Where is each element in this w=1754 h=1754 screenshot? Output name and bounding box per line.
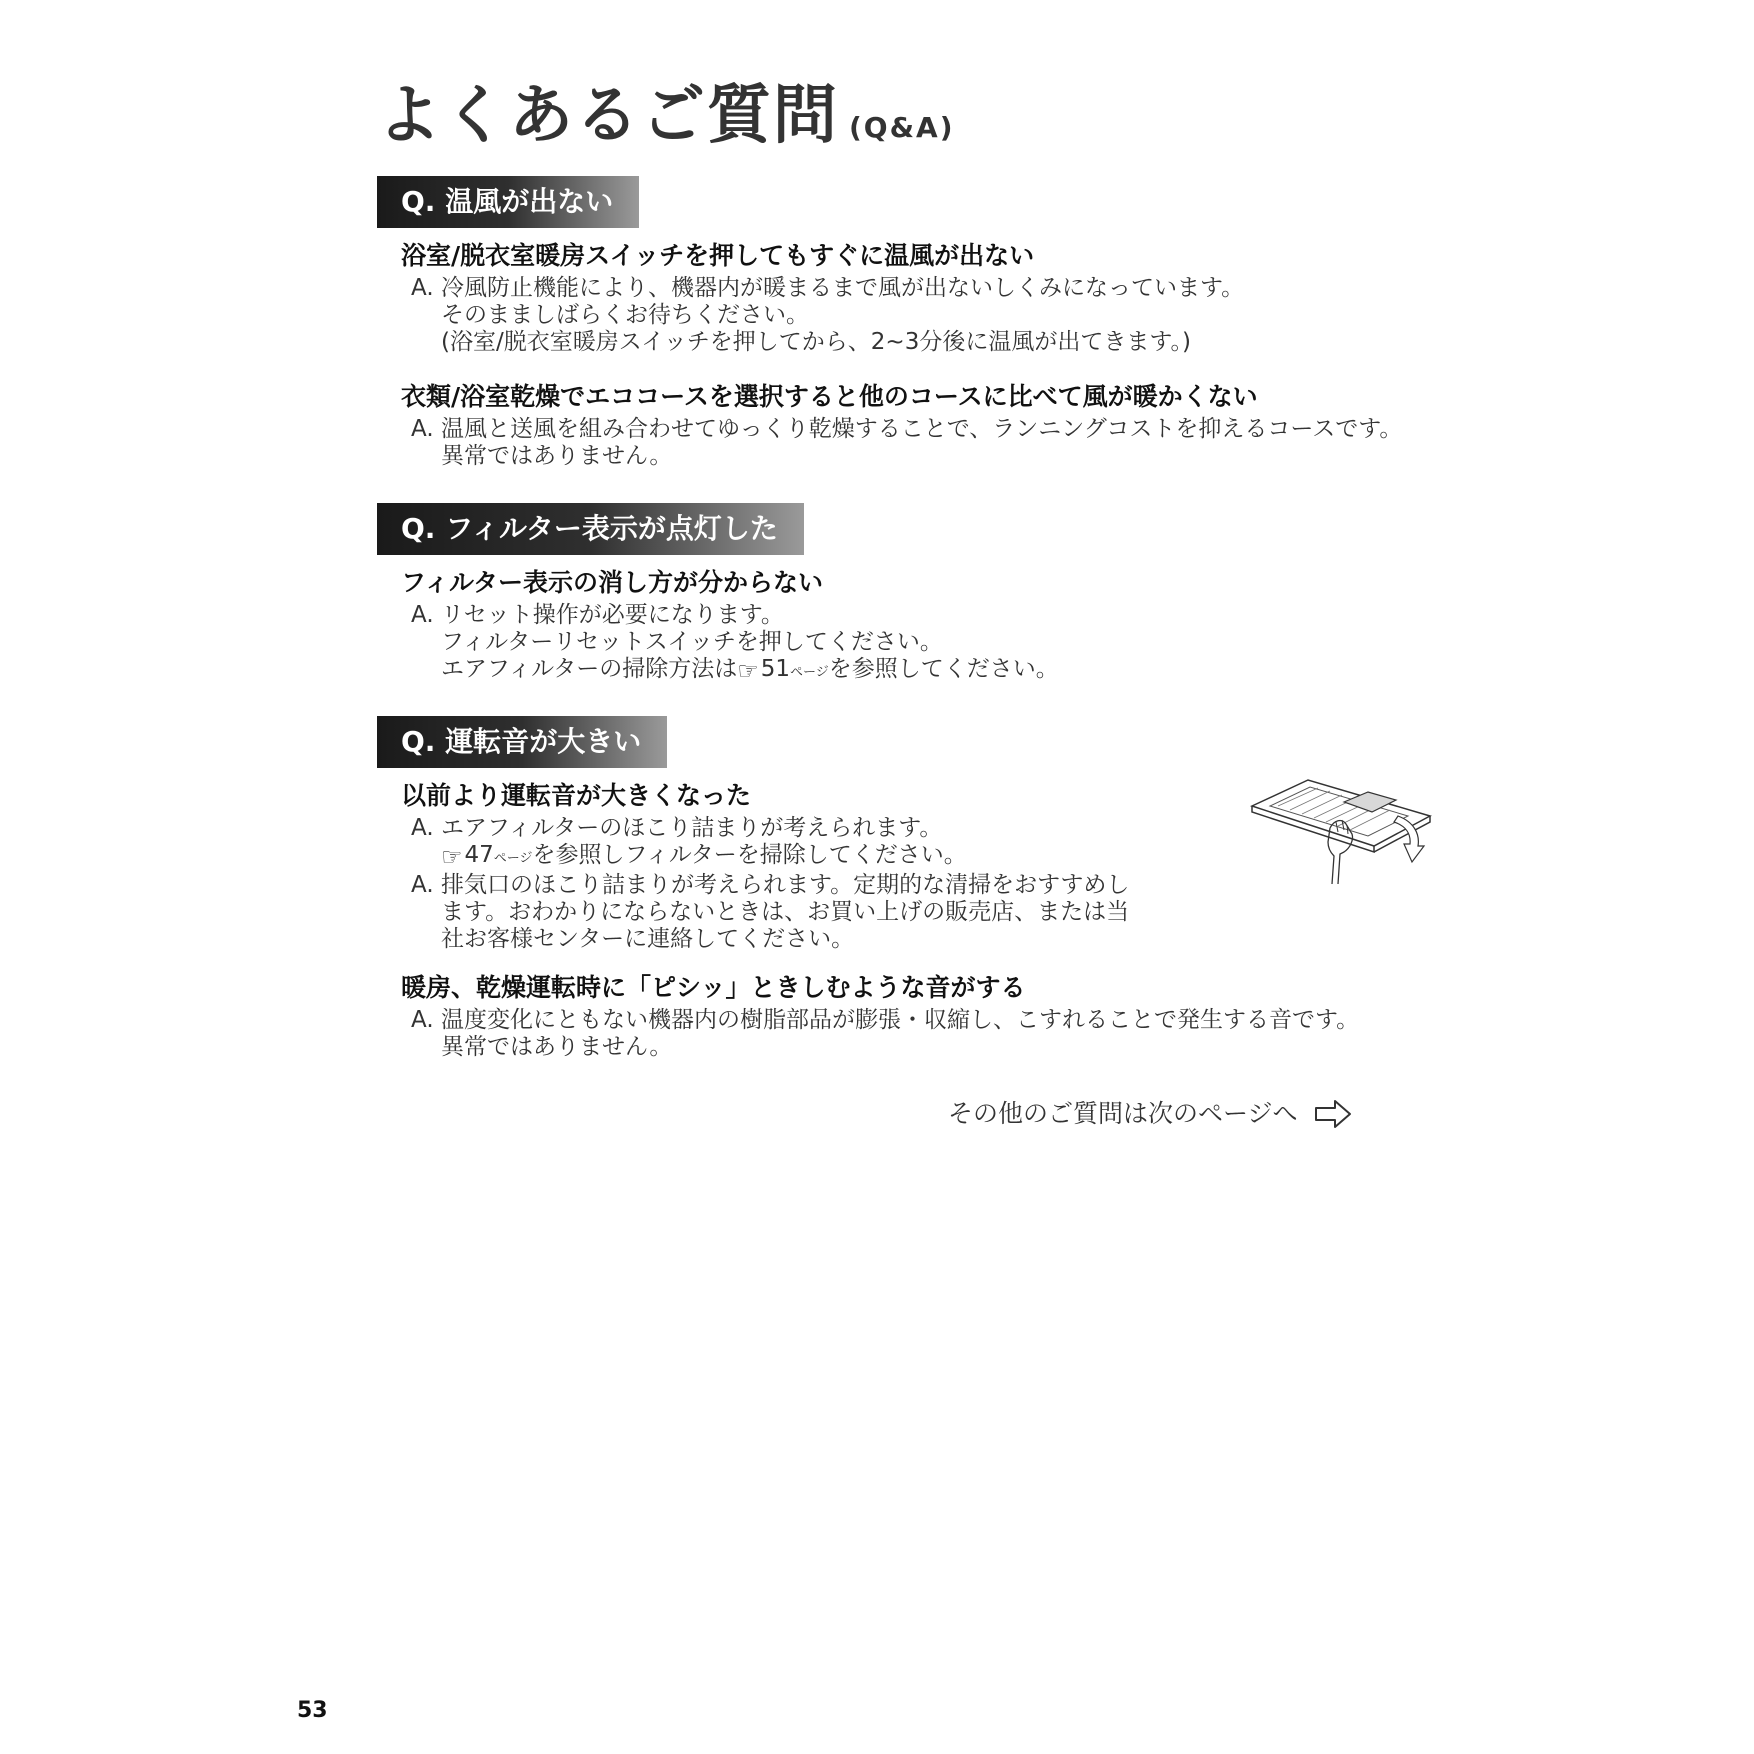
answer-line: 異常ではありません。 [441, 1034, 673, 1060]
pointing-hand-icon: ☞ [737, 657, 759, 685]
section-header-warm-air: Q. 温風が出ない [377, 176, 639, 228]
section-header-noise: Q. 運転音が大きい [377, 716, 667, 768]
page-number: 53 [297, 1698, 328, 1723]
answer-line: A. 温度変化にともない機器内の樹脂部品が膨張・収縮し、こすれることで発生する音です。 [411, 1007, 1360, 1033]
answer-line: フィルターリセットスイッチを押してください。 [441, 629, 943, 655]
ref-suffix: を参照してください。 [828, 656, 1059, 682]
next-page-note-text: その他のご質問は次のページへ [948, 1099, 1298, 1128]
answer-line: A. 冷風防止機能により、機器内が暖まるまで風が出ないしくみになっています。 [411, 275, 1245, 301]
ref-prefix: エアフィルターの掃除方法は [441, 656, 738, 682]
answer-line: (浴室/脱衣室暖房スイッチを押してから、2~3分後に温風が出てきます。) [441, 329, 1191, 355]
ref-suffix: を参照しフィルターを掃除してください。 [532, 842, 967, 868]
answer-line: A. エアフィルターのほこり詰まりが考えられます。 [411, 815, 943, 841]
next-page-note [948, 1096, 1353, 1132]
answer-louder-noise [411, 815, 1129, 953]
page-title-suffix: (Q&A) [849, 111, 955, 144]
question-louder-noise: 以前より運転音が大きくなった [401, 781, 752, 810]
reference-line-51 [411, 656, 1059, 686]
answer-line: A. 排気口のほこり詰まりが考えられます。定期的な清掃をおすすめし [411, 872, 1130, 898]
answer-line: ます。おわかりにならないときは、お買い上げの販売店、または当 [441, 899, 1130, 925]
answer-line: 社お客様センターに連絡してください。 [441, 926, 855, 952]
answer-line: A. リセット操作が必要になります。 [411, 602, 784, 628]
answer-line: そのまましばらくお待ちください。 [441, 302, 809, 328]
question-heating-no-warm-air: 浴室/脱衣室暖房スイッチを押してもすぐに温風が出ない [401, 241, 1035, 270]
page-title [377, 78, 954, 155]
answer-creaking-noise [411, 1007, 1359, 1061]
pointing-hand-icon: ☞ [441, 843, 463, 871]
answer-filter-reset [411, 602, 1059, 686]
filter-cleaning-illustration-icon [1248, 772, 1438, 892]
question-creaking-noise: 暖房、乾燥運転時に「ピシッ」ときしむような音がする [401, 973, 1026, 1002]
answer-heating-no-warm-air [411, 275, 1244, 356]
reference-line-47 [411, 842, 1129, 872]
page-title-main: よくあるご質問 [377, 79, 839, 153]
question-filter-reset: フィルター表示の消し方が分からない [401, 568, 824, 597]
answer-eco-course [411, 416, 1402, 470]
question-eco-course: 衣類/浴室乾燥でエココースを選択すると他のコースに比べて風が暖かくない [401, 382, 1258, 411]
ref-page-unit: ページ [493, 851, 533, 866]
ref-page: 47 [464, 842, 494, 868]
answer-line: A. 温風と送風を組み合わせてゆっくり乾燥することで、ランニングコストを抑えるコースです。 [411, 416, 1403, 442]
answer-line: 異常ではありません。 [441, 443, 673, 469]
arrow-right-icon [1313, 1098, 1353, 1130]
section-header-filter: Q. フィルター表示が点灯した [377, 503, 804, 555]
ref-page-unit: ページ [790, 665, 829, 680]
ref-page: 51 [760, 656, 791, 682]
